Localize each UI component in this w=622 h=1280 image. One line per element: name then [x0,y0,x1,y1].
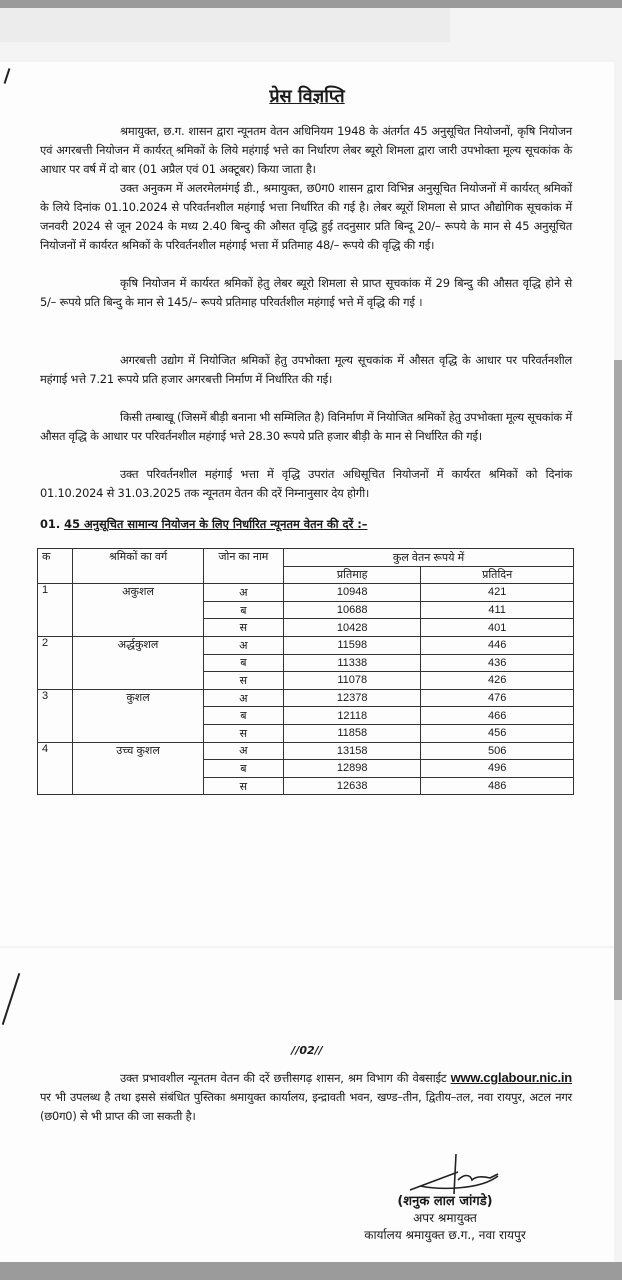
header-total: कुल वेतन रूपये में [284,549,574,567]
cell-category: उच्च कुशल [73,742,203,795]
paragraph-text: उक्त अनुकम में अलरमेलमंगई डी., श्रमायुक्त, छ0ग0 शासन द्वारा विभिन्न अनुसूचित नियोजनों में कार्यरत् श्रमिकों के लिये दिनांक 01.10.2024 से परिवर्तनशील महंगाई भत्ता निर्धारित की गई है। लेबर ब्यूरों शिमला से प्राप्त औद्योगिक सूचकांक में जनवरी 2024 से जून 2024 के मध्य 2.40 बिन्दु की औसत वृद्धि हुई तदनुसार प्रति बिन्दू 20/– रूपये के मान से 45 अनुसूचित नियोजनों में कार्यरत श्रमिकों के परिवर्तनशील महंगाई भत्ता में प्रतिमाह 48/– रूपये की वृद्धि की गई। [40,181,572,252]
table-body [38,584,574,795]
cell-sn: 2 [38,636,73,689]
paragraph-text: श्रमायुक्त, छ.ग. शासन द्वारा न्यूनतम वेतन अधिनियम 1948 के अंतर्गत 45 अनुसूचित नियोजनों, कृषि नियोजन एवं अगरबत्ती नियोजन में कार्यरत् श्रमिकों के लिये महंगाई भत्ते का निर्धारण लेबर ब्यूरो शिमला द्वारा जारी उपभोक्ता मूल्य सूचकांक के आधार पर वर्ष में दो बार (01 अप्रैल एवं 01 अक्टूबर) किया जाता है। [40,124,572,176]
paragraph-text: कृषि नियोजन में कार्यरत श्रमिकों हेतु लेबर ब्यूरो शिमला से प्राप्त सूचकांक में 29 बिन्दु की औसत वृद्धि होने से 5/– रूपये प्रति बिन्दु के मान से 145/– रूपये प्रतिमाह परिवर्तशील महंगाई भत्ते में वृद्धि की गई । [40,276,572,309]
section-number: 01. [40,517,61,531]
paragraph-text: उक्त परिवर्तनशील महंगाई भत्ता में वृद्धि उपरांत अधिसूचित नियोजनों में कार्यरत श्रमिकों को दिनांक 01.10.2024 से 31.03.2025 तक न्यूनतम वेतन की दरें निम्नानुसार देय होगी। [40,467,572,500]
cell-monthly: 10948 [284,584,421,602]
cell-monthly: 12118 [284,707,421,725]
cell-monthly: 13158 [284,742,421,760]
section-heading [40,517,367,532]
cell-daily: 426 [421,672,574,690]
cell-daily: 476 [421,689,574,707]
header-sn: क [38,549,73,584]
cell-daily: 456 [421,724,574,742]
cell-sn: 1 [38,584,73,637]
scroll-edge[interactable] [614,360,622,1000]
cell-daily: 421 [421,584,574,602]
table-header-row [38,549,574,567]
cell-category: अकुशल [73,584,203,637]
cell-monthly: 11598 [284,636,421,654]
paragraph [40,351,572,389]
closing-text-1: उक्त प्रभावशील न्यूनतम वेतन की दरें छत्तीसगढ़ शासन, श्रम विभाग की वेबसाईट [120,1071,447,1085]
cell-monthly: 12898 [284,760,421,778]
paragraph [40,122,572,179]
table-row [38,636,574,654]
cell-sn: 4 [38,742,73,795]
cell-zone: स [203,777,283,795]
table-row [38,742,574,760]
top-band [0,0,622,8]
cell-zone: अ [203,689,283,707]
cell-monthly: 10428 [284,619,421,637]
section-title: 45 अनुसूचित सामान्य नियोजन के लिए निर्धारित न्यूनतम वेतन की दरें :– [64,517,368,531]
cell-zone: अ [203,742,283,760]
cell-category: अर्द्धकुशल [73,636,203,689]
signatory-block [330,1193,560,1244]
signatory-name: (शनुक लाल जांगडे) [397,1194,493,1209]
header-monthly: प्रतिमाह [284,566,421,584]
closing-paragraph [40,1068,572,1126]
paragraph [40,408,572,446]
cell-daily: 446 [421,636,574,654]
cell-daily: 496 [421,760,574,778]
cell-monthly: 10688 [284,601,421,619]
header-category: श्रमिकों का वर्ग [73,549,203,584]
signature-image [400,1150,510,1196]
cell-daily: 401 [421,619,574,637]
cell-zone: ब [203,760,283,778]
cell-zone: अ [203,636,283,654]
cell-monthly: 11338 [284,654,421,672]
cell-zone: स [203,724,283,742]
cell-monthly: 11858 [284,724,421,742]
cell-daily: 411 [421,601,574,619]
cell-zone: स [203,672,283,690]
previous-page-fragment [0,8,450,42]
cell-zone: स [203,619,283,637]
cell-monthly: 12638 [284,777,421,795]
header-zone: जोन का नाम [203,549,283,584]
paragraph-text: अगरबत्ती उद्योग में नियोजित श्रमिकों हेतु उपभोक्ता मूल्य सूचकांक में औसत वृद्धि के आधार पर परिवर्तनशील महंगाई भत्ते 7.21 रूपये प्रति हजार अगरबत्ती निर्माण में निर्धारित की गई। [40,353,572,386]
cell-monthly: 12378 [284,689,421,707]
cell-zone: अ [203,584,283,602]
cell-daily: 436 [421,654,574,672]
cell-category: कुशल [73,689,203,742]
cell-sn: 3 [38,689,73,742]
page-number: //02// [291,1044,323,1057]
bottom-band [0,1262,622,1280]
closing-text-2: पर भी उपलब्ध है तथा इससे संबंधित पुस्तिका श्रमायुक्त कार्यालय, इन्द्रावती भवन, खण्ड–तीन, द्वितीय–तल, नवा रायपुर, अटल नगर (छ0ग0) से भी प्राप्त की जा सकती है। [40,1090,572,1123]
signatory-designation: अपर श्रमायुक्त [413,1211,477,1225]
cell-daily: 506 [421,742,574,760]
table-row [38,584,574,602]
cell-zone: ब [203,601,283,619]
cell-zone: ब [203,654,283,672]
page-title: प्रेस विज्ञप्ति [269,86,345,107]
cell-zone: ब [203,707,283,725]
website-link[interactable]: www.cglabour.nic.in [450,1070,573,1085]
header-daily: प्रतिदिन [421,566,574,584]
wage-table [37,548,574,795]
cell-monthly: 11078 [284,672,421,690]
cell-daily: 466 [421,707,574,725]
paragraph [40,274,572,312]
table-row [38,689,574,707]
paragraph-text: किसी तम्बाखू (जिसमें बीड़ी बनाना भी सम्मिलित है) विनिर्माण में नियोजित श्रमिकों हेतु उपभोक्ता मूल्य सूचकांक में औसत वृद्धि के आधार पर परिवर्तनशील महंगाई भत्ते 28.30 रूपये प्रति हजार बीड़ी के मान से निर्धारित की गई। [40,410,572,443]
paragraph [40,465,572,503]
signatory-office: कार्यालय श्रमायुक्त छ.ग., नवा रायपुर [364,1228,526,1242]
paragraph [40,179,572,255]
cell-daily: 486 [421,777,574,795]
